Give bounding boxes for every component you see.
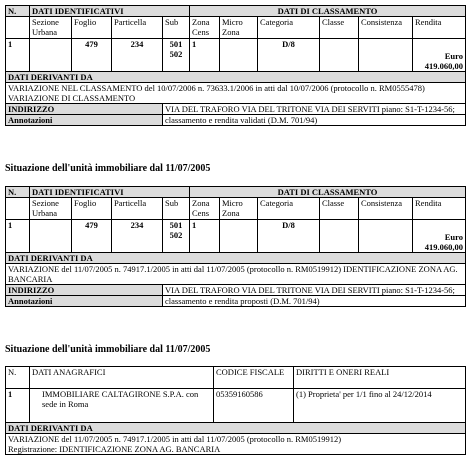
cell-sezione <box>30 39 72 72</box>
col-zona: Zona Cens <box>190 198 220 220</box>
col-rendita: Rendita <box>413 198 466 220</box>
header-dati-identificativi: DATI IDENTIFICATIVI <box>30 6 190 17</box>
col-classe: Classe <box>320 17 359 39</box>
derivanti-label: DATI DERIVANTI DA <box>6 253 466 264</box>
col-foglio: Foglio <box>72 198 112 220</box>
indirizzo-label: INDIRIZZO <box>6 285 163 296</box>
cell-anagrafici: IMMOBILIARE CALTAGIRONE S.P.A. con sede in Roma <box>30 389 214 423</box>
cell-n: 1 <box>6 389 30 423</box>
col-consistenza: Consistenza <box>359 198 413 220</box>
derivanti-line: VARIAZIONE del 11/07/2005 n. 74917.1/2005 in atti dal 11/07/2005 (protocollo n. RM0519912) <box>8 434 342 444</box>
cell-classe <box>320 39 359 72</box>
col-sub: Sub <box>163 198 190 220</box>
indirizzo-text: VIA DEL TRAFORO VIA DEL TRITONE VIA DEI SERVITI piano: S1-T-1234-56; <box>163 104 466 115</box>
col-categoria: Categoria <box>258 198 320 220</box>
cell-rendita: Euro 419.060,00 <box>413 220 466 253</box>
cell-particella: 234 <box>112 39 163 72</box>
cell-diritti: (1) Proprieta' per 1/1 fino al 24/12/2014 <box>294 389 466 423</box>
cell-consistenza <box>359 39 413 72</box>
cell-categoria: D/8 <box>258 39 320 72</box>
col-sezione: Sezione Urbana <box>30 17 72 39</box>
table-row <box>6 220 466 253</box>
cell-sub: 501 502 <box>163 39 190 72</box>
cell-n: 1 <box>6 39 30 72</box>
intestati-table <box>5 366 465 455</box>
header-dati-anagrafici: DATI ANAGRAFICI <box>30 367 214 389</box>
cell-particella: 234 <box>112 220 163 253</box>
col-sub: Sub <box>163 17 190 39</box>
header-n: N. <box>6 367 30 389</box>
indirizzo-text: VIA DEL TRAFORO VIA DEL TRITONE VIA DEI SERVITI piano: S1-T-1234-56; <box>163 285 466 296</box>
col-foglio: Foglio <box>72 17 112 39</box>
derivanti-label: DATI DERIVANTI DA <box>6 72 466 83</box>
header-dati-identificativi: DATI IDENTIFICATIVI <box>30 187 190 198</box>
cell-zona: 1 <box>190 220 220 253</box>
annotazioni-label: Annotazioni <box>6 115 163 126</box>
col-micro: Micro Zona <box>220 198 258 220</box>
col-categoria: Categoria <box>258 17 320 39</box>
cell-sub: 501 502 <box>163 220 190 253</box>
registrazione-line: Registrazione: IDENTIFICAZIONE ZONA AG. BANCARIA <box>8 444 221 454</box>
cell-foglio: 479 <box>72 39 112 72</box>
indirizzo-label: INDIRIZZO <box>6 104 163 115</box>
col-zona: Zona Cens <box>190 17 220 39</box>
col-particella: Particella <box>112 198 163 220</box>
derivanti-text <box>6 434 466 455</box>
cell-rendita: Euro 419.060,00 <box>413 39 466 72</box>
cell-classe <box>320 220 359 253</box>
col-sezione: Sezione Urbana <box>30 198 72 220</box>
header-codice-fiscale: CODICE FISCALE <box>214 367 294 389</box>
header-diritti: DIRITTI E ONERI REALI <box>294 367 466 389</box>
derivanti-text: VARIAZIONE del 11/07/2005 n. 74917.1/2005 in atti dal 11/07/2005 (protocollo n. RM0519912) IDENTIFICAZIONE ZONA AG. BANCARIA <box>6 264 466 285</box>
col-consistenza: Consistenza <box>359 17 413 39</box>
section-title-2: Situazione dell'unità immobiliare dal 11/07/2005 <box>5 163 211 174</box>
col-classe: Classe <box>320 198 359 220</box>
table-row <box>6 389 466 423</box>
cell-categoria: D/8 <box>258 220 320 253</box>
classamento-table-1 <box>5 5 465 126</box>
cell-consistenza <box>359 220 413 253</box>
derivanti-text: VARIAZIONE NEL CLASSAMENTO del 10/07/2006 n. 73633.1/2006 in atti dal 10/07/2006 (protocollo n. RM0555478) VARIAZIONE DI CLASSAMENTO <box>6 83 466 104</box>
cell-zona: 1 <box>190 39 220 72</box>
header-dati-classamento: DATI DI CLASSAMENTO <box>190 187 466 198</box>
header-dati-classamento: DATI DI CLASSAMENTO <box>190 6 466 17</box>
col-empty <box>6 198 30 220</box>
col-rendita: Rendita <box>413 17 466 39</box>
section-title-3: Situazione dell'unità immobiliare dal 11/07/2005 <box>5 344 211 355</box>
table-row <box>6 39 466 72</box>
annotazioni-text: classamento e rendita proposti (D.M. 701/94) <box>163 296 466 307</box>
cell-micro <box>220 220 258 253</box>
annotazioni-text: classamento e rendita validati (D.M. 701/94) <box>163 115 466 126</box>
cell-n: 1 <box>6 220 30 253</box>
col-micro: Micro Zona <box>220 17 258 39</box>
cell-codice-fiscale: 05359160586 <box>214 389 294 423</box>
derivanti-label: DATI DERIVANTI DA <box>6 423 466 434</box>
header-n: N. <box>6 6 30 17</box>
annotazioni-label: Annotazioni <box>6 296 163 307</box>
header-n: N. <box>6 187 30 198</box>
classamento-table-2 <box>5 186 465 307</box>
cell-foglio: 479 <box>72 220 112 253</box>
cell-sezione <box>30 220 72 253</box>
col-particella: Particella <box>112 17 163 39</box>
cell-micro <box>220 39 258 72</box>
col-empty <box>6 17 30 39</box>
